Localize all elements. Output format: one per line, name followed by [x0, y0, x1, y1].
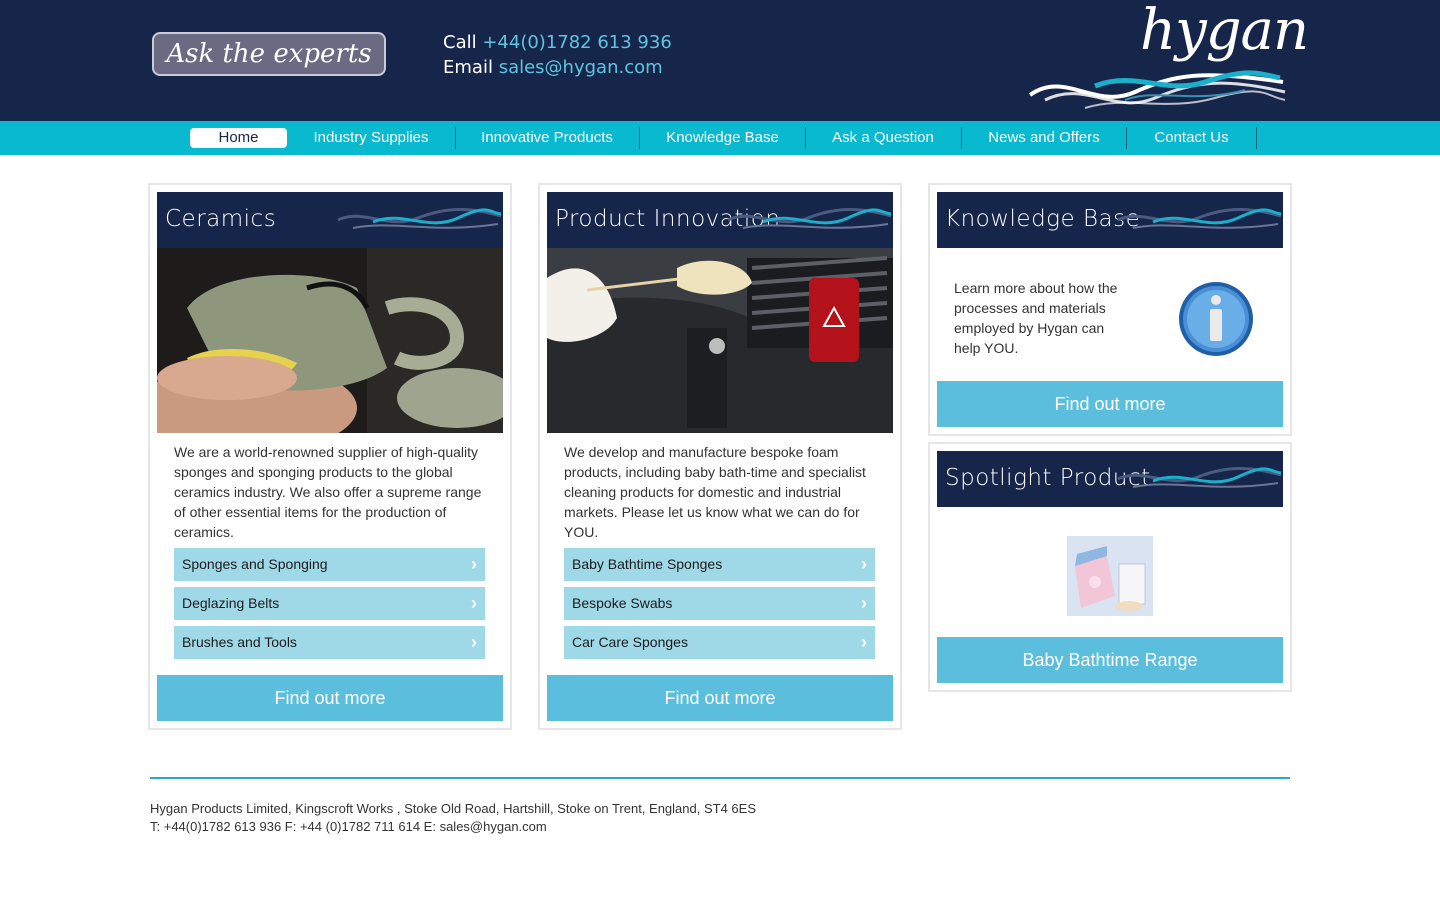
link-brushes-and-tools[interactable]	[174, 626, 485, 659]
hygan-logo[interactable]	[1025, 0, 1309, 121]
ceramics-description: We are a world-renowned supplier of high-quality sponges and sponging products to the global ceramics industry. We also offer a supreme range of other essential items for the production of ceramics.	[174, 444, 482, 540]
knowledge-find-out-more-button[interactable]: Find out more	[937, 381, 1283, 427]
link-label: Brushes and Tools	[182, 634, 297, 650]
phone-link[interactable]: +44(0)1782 613 936	[482, 32, 672, 53]
main-nav	[0, 121, 1440, 155]
ceramics-header	[157, 192, 503, 248]
nav-industry-supplies[interactable]: Industry Supplies	[313, 129, 429, 146]
email-label: Email	[443, 57, 493, 78]
nav-divider	[805, 127, 806, 149]
link-sponges-and-sponging[interactable]	[174, 548, 485, 581]
ceramics-photo	[157, 248, 503, 433]
logo-text: hygan	[1140, 0, 1309, 63]
nav-news-and-offers[interactable]: News and Offers	[988, 129, 1100, 146]
link-label: Bespoke Swabs	[572, 595, 673, 611]
header-wave-icon	[723, 200, 893, 240]
phone-line	[443, 30, 672, 55]
header-wave-icon	[1113, 200, 1283, 240]
link-label: Sponges and Sponging	[182, 556, 328, 572]
ask-the-experts-button[interactable]: Ask the experts	[152, 32, 386, 76]
innovation-find-out-more-button[interactable]: Find out more	[547, 675, 893, 721]
footer-address: Hygan Products Limited, Kingscroft Works , Stoke Old Road, Hartshill, Stoke on Trent, England, ST4 6ES	[150, 801, 756, 816]
nav-ask-a-question[interactable]: Ask a Question	[832, 129, 934, 146]
spotlight-header	[937, 451, 1283, 507]
chevron-right-icon: ›	[861, 593, 867, 613]
link-car-care-sponges[interactable]	[564, 626, 875, 659]
ceramics-find-out-more-button[interactable]: Find out more	[157, 675, 503, 721]
nav-divider	[1256, 127, 1257, 149]
email-line	[443, 55, 672, 80]
spotlight-product-image[interactable]	[1067, 536, 1153, 616]
link-label: Deglazing Belts	[182, 595, 280, 611]
nav-divider	[639, 127, 640, 149]
chevron-right-icon: ›	[471, 632, 477, 652]
ceramics-title: Ceramics	[165, 206, 277, 232]
nav-divider	[1126, 127, 1127, 149]
innovation-panel	[538, 183, 902, 730]
link-label: Car Care Sponges	[572, 634, 688, 650]
site-header	[0, 0, 1440, 121]
footer-divider	[150, 777, 1290, 779]
innovation-photo	[547, 248, 893, 433]
nav-divider	[961, 127, 962, 149]
info-icon	[1177, 280, 1255, 358]
innovation-title: Product Innovation	[555, 206, 781, 232]
header-contact	[443, 30, 672, 80]
baby-bathtime-range-button[interactable]: Baby Bathtime Range	[937, 637, 1283, 683]
footer	[150, 800, 756, 836]
link-baby-bathtime-sponges[interactable]	[564, 548, 875, 581]
nav-knowledge-base[interactable]: Knowledge Base	[666, 129, 779, 146]
logo-wave-icon	[1025, 0, 1290, 121]
knowledge-header	[937, 192, 1283, 248]
email-link[interactable]: sales@hygan.com	[498, 57, 663, 78]
innovation-description: We develop and manufacture bespoke foam products, including baby bath-time and specialist cleaning products for domestic and industrial markets. Please let us know what we can do for YOU.	[564, 444, 866, 540]
nav-contact-us[interactable]: Contact Us	[1154, 129, 1229, 146]
spotlight-panel	[928, 442, 1292, 692]
innovation-header	[547, 192, 893, 248]
nav-divider	[455, 127, 456, 149]
chevron-right-icon: ›	[471, 554, 477, 574]
call-label: Call	[443, 32, 477, 53]
link-deglazing-belts[interactable]	[174, 587, 485, 620]
footer-contact: T: +44(0)1782 613 936 F: +44 (0)1782 711 614 E: sales@hygan.com	[150, 819, 547, 834]
nav-innovative-products[interactable]: Innovative Products	[481, 129, 613, 146]
knowledge-title: Knowledge Base	[945, 206, 1141, 232]
chevron-right-icon: ›	[471, 593, 477, 613]
header-wave-icon	[1113, 459, 1283, 499]
spotlight-title: Spotlight Product	[945, 465, 1151, 491]
link-bespoke-swabs[interactable]	[564, 587, 875, 620]
chevron-right-icon: ›	[861, 632, 867, 652]
ceramics-panel	[148, 183, 512, 730]
knowledge-panel	[928, 183, 1292, 436]
knowledge-description: Learn more about how the processes and materials employed by Hygan can help YOU.	[954, 280, 1118, 356]
link-label: Baby Bathtime Sponges	[572, 556, 723, 572]
nav-home[interactable]: Home	[190, 128, 287, 148]
header-wave-icon	[333, 200, 503, 240]
chevron-right-icon: ›	[861, 554, 867, 574]
